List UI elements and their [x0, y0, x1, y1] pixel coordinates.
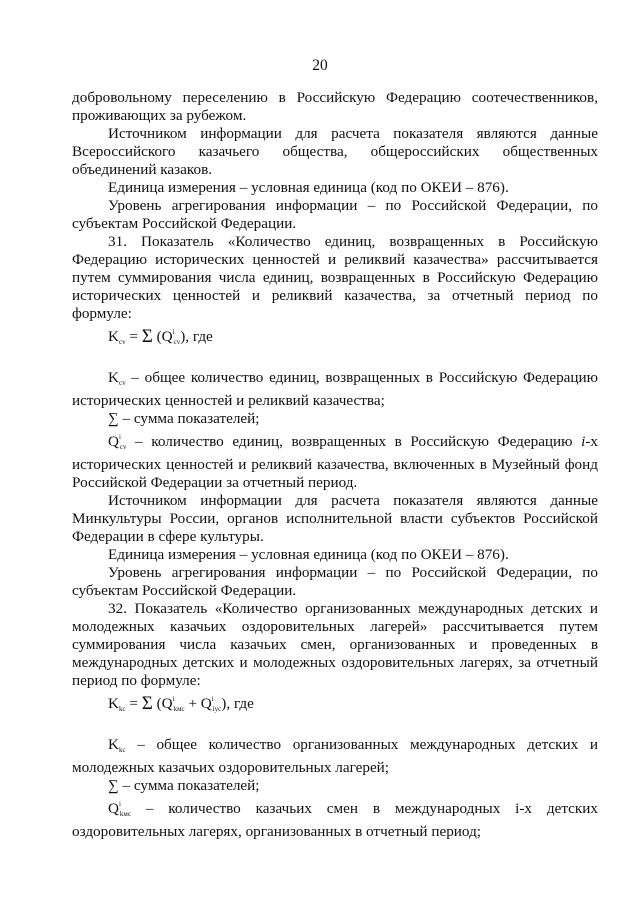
definition-q-kmc: $Q^i_{kмс}$ – количество казачьих смен в международных i-х детских оздоровительных лагерях, организованных в отчетный период;: [72, 800, 598, 840]
definition-k-kc: $K_{kc}$ – общее количество организованных международных детских и молодежных казачьих оздоровительных лагерей;: [72, 736, 598, 776]
definition-q-cv: $Q^i_{cv}$ – количество единиц, возвращенных в Российскую Федерацию i-х исторических ценностей и реликвий казачества, включенных в Музейный фонд Российской Федерации за отчетный период.: [72, 433, 598, 491]
paragraph-unit-2: Единица измерения – условная единица (код по ОКЕИ – 876).: [108, 546, 509, 563]
document-body: [72, 89, 598, 841]
formula-32: $K_{kc} = \Sigma$ $(Q^i_{kмс} + Q^i_{iус})$, где: [108, 693, 254, 714]
definition-sum: ∑ – сумма показателей;: [108, 410, 260, 427]
paragraph-source-2: Источником информации для расчета показателя являются данные Минкультуры России, органов исполнительной власти субъектов Российской Федерации в сфере культуры.: [72, 492, 598, 545]
formula-31: $K_{cv} = \Sigma$ $(Q^i_{cv})$, где: [108, 326, 213, 347]
definition-sum-2: ∑ – сумма показателей;: [108, 777, 260, 794]
paragraph-aggregation-2: Уровень агрегирования информации – по Российской Федерации, по субъектам Российской Федерации.: [72, 564, 598, 599]
paragraph-unit: Единица измерения – условная единица (код по ОКЕИ – 876).: [108, 179, 509, 196]
definition-k-cv: $K_{cv}$ – общее количество единиц, возвращенных в Российскую Федерацию исторических ценностей и реликвий казачества;: [72, 369, 598, 409]
page-number: 20: [312, 57, 328, 74]
paragraph-indicator-32: 32. Показатель «Количество организованных международных детских и молодежных казачьих оздоровительных лагерей» рассчитывается путем суммирования числа казачьих смен, организованных и проведенных в международных детских и молодежных оздоровительных лагерях, за отчетный период по формуле:: [72, 600, 598, 689]
paragraph-indicator-31: 31. Показатель «Количество единиц, возвращенных в Российскую Федерацию исторических ценностей и реликвий казачества» рассчитывается путем суммирования числа единиц, возвращенных в Российскую Федерацию исторических ценностей и реликвий казачества, за отчетный период по формуле:: [72, 233, 598, 322]
paragraph-continuation: добровольному переселению в Российскую Федерацию соотечественников, проживающих за рубежом.: [72, 89, 598, 124]
paragraph-aggregation: Уровень агрегирования информации – по Российской Федерации, по субъектам Российской Федерации.: [72, 197, 598, 232]
paragraph-source: Источником информации для расчета показателя являются данные Всероссийского казачьего общества, общероссийских общественных объединений казаков.: [72, 125, 598, 178]
